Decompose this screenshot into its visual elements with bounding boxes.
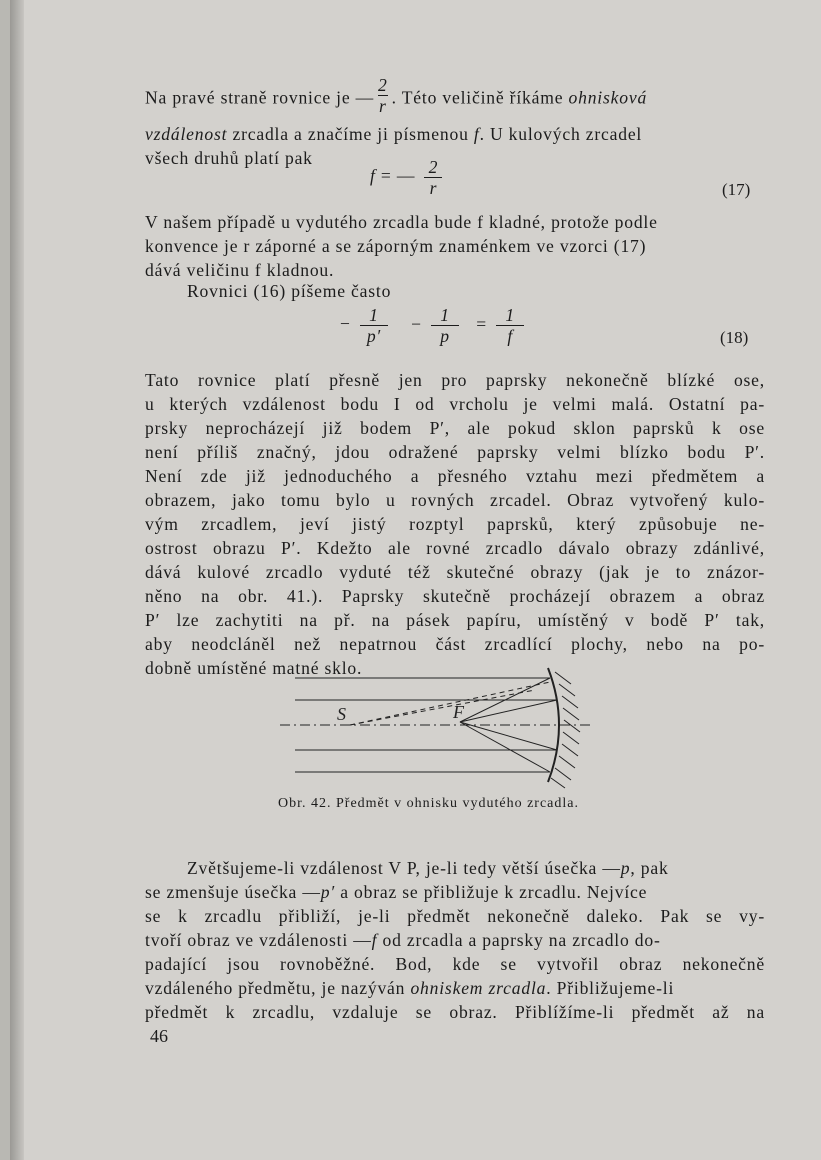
reflected-ray-3 — [460, 722, 557, 750]
book-page — [10, 0, 821, 1160]
figure-concave-mirror-diagram — [265, 660, 595, 790]
equation-17: f = — $\frac{2}{r}$ — [370, 158, 446, 197]
paragraph-1-cont: vzdálenost zrcadla a značíme ji písmenou f. U kulových zrcadel všech druhů platí pak — [145, 124, 643, 168]
label-s: S — [337, 704, 346, 724]
fraction-1-over-p-prime: $\frac{1}{p'}$ — [360, 306, 388, 345]
fraction-1-over-f: $\frac{1}{f}$ — [496, 306, 524, 345]
reflected-ray-2 — [460, 700, 557, 722]
reflected-ray-4 — [460, 722, 550, 772]
paragraph-3: Rovnici (16) píšeme často — [187, 281, 392, 301]
fraction-2-over-r: $\frac{2}{r}$ — [424, 158, 442, 197]
page-edge-shadow — [10, 0, 24, 1160]
paragraph-4: Tato rovnice platí přesně jen pro paprsky nekonečně blízké ose, u kterých vzdálenost bodu I od vrcholu je velmi malá. Ostatní pa- prsky neprocházejí již bodem P′, ale pokud sklon paprsků k ose není příliš značný, jdou odražené paprsky velmi blízko bodu P′. Není zde již jednoduchého a přesného vztahu mezi předmětem a obrazem, jako tomu bylo u rovných zrcadel. Obraz vytvořený kulo- vým zrcadlem, jeví jistý rozptyl paprsků, který způsobuje ne- ostrost obrazu P′. Kdežto ale rovné zrcadlo dávalo obrazy zdánlivé, dává kulové zrcadlo vyduté též skutečné obrazy (jak je to znázor- něno na obr. 41.). Paprsky skutečně procházejí obrazem a obraz P′ lze zachytiti na př. na pásek papíru, umístěný v bodě P′ tak, aby neodcláněl než nepatrnou část zrcadlící plochy, nebo na po- dobně umístěné matné sklo. — [145, 370, 765, 678]
paragraph-2: V našem případě u vydutého zrcadla bude f kladné, protože podle konvence je r záporné a se záporným znaménkem ve vzorci (17) dává veličinu f kladnou. — [145, 212, 658, 280]
ray-s-upper — [350, 682, 550, 725]
page-number: 46 — [150, 1026, 168, 1046]
equation-18-number: (18) — [720, 328, 749, 347]
paragraph-5: Zvětšujeme-li vzdálenost V P, je-li tedy větší úsečka —p, pak se zmenšuje úsečka —p′ a obraz se přibližuje k zrcadlu. Nejvíce se k zrcadlu přibliží, je-li předmět nekonečně daleko. Pak se vy- tvoří obraz ve vzdálenosti —f od zrcadla a paprsky na zrcadlo do- padající jsou rovnoběžné. Bod, kde se vytvořil obraz nekonečně vzdáleného předmětu, je nazýván ohniskem zrcadla. Přibližujeme-li předmět k zrcadlu, vzdaluje se obraz. Přiblížíme-li předmět až na — [145, 858, 765, 1022]
fraction-2-over-r: $\frac{2}{r}$ — [378, 75, 388, 116]
equation-17-number: (17) — [722, 180, 751, 199]
figure-caption: Obr. 42. Předmět v ohnisku vydutého zrcadla. — [278, 796, 580, 811]
paragraph-1 — [145, 75, 765, 116]
label-f: F — [453, 702, 464, 722]
ray-s-mid — [350, 690, 535, 725]
fraction-1-over-p: $\frac{1}{p}$ — [431, 306, 459, 345]
paragraph-1-line-1: Na pravé straně rovnice je — $\frac{2}{r}$ . Této veličině říkáme ohnisková — [145, 75, 648, 116]
equation-18: − $\frac{1}{p'}$ − $\frac{1}{p}$ = $\frac{1}{f}$ — [340, 306, 528, 345]
